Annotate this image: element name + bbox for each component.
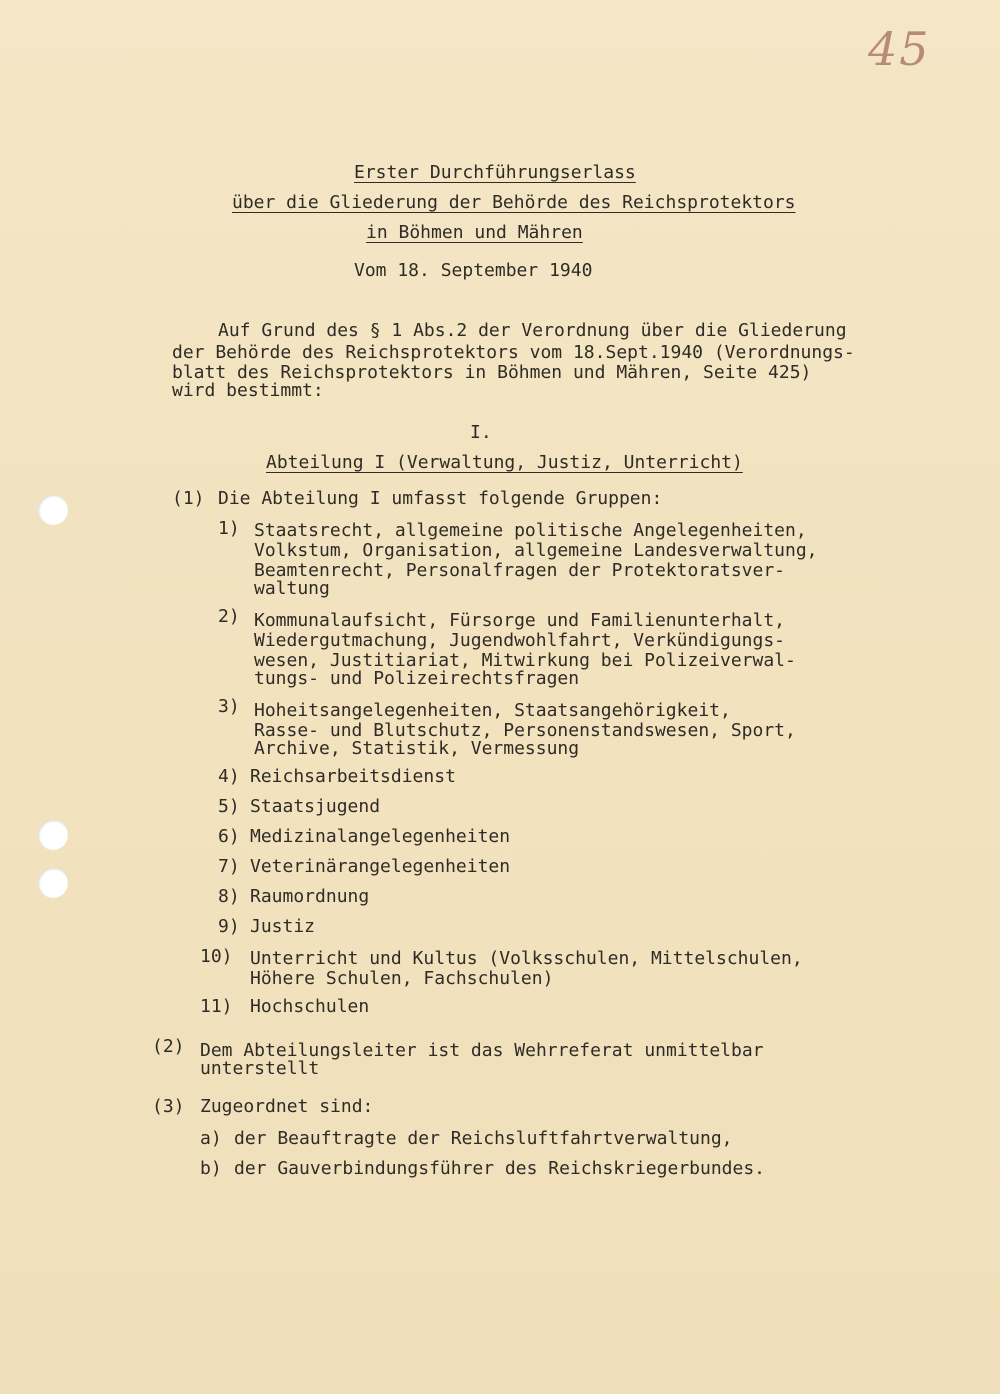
list-item-line: Kommunalaufsicht, Fürsorge und Familienunterhalt,: [254, 610, 786, 631]
paragraph-line: unterstellt: [200, 1058, 320, 1079]
list-item-number: 3): [218, 696, 240, 717]
list-item-line: Beamtenrecht, Personalfragen der Protektoratsver-: [254, 560, 786, 581]
list-item-number: a): [200, 1128, 222, 1149]
paragraph-label: (2): [152, 1036, 185, 1057]
handwritten-page-number: 45: [868, 22, 931, 76]
list-item-number: 7): [218, 856, 240, 877]
list-item-line: Unterricht und Kultus (Volksschulen, Mittelschulen,: [250, 948, 803, 969]
list-item-line: Archive, Statistik, Vermessung: [254, 738, 580, 759]
paragraph-line: Dem Abteilungsleiter ist das Wehrreferat unmittelbar: [200, 1040, 764, 1061]
list-item-number: b): [200, 1158, 222, 1179]
list-item-line: Höhere Schulen, Fachschulen): [250, 968, 554, 989]
paragraph-text: Die Abteilung I umfasst folgende Gruppen:: [218, 488, 663, 509]
preamble-line: blatt des Reichsprotektors in Böhmen und Mähren, Seite 425): [172, 362, 812, 383]
title-line-3: in Böhmen und Mähren: [366, 222, 583, 243]
list-item-number: 1): [218, 518, 240, 539]
list-item-line: Staatsrecht, allgemeine politische Angelegenheiten,: [254, 520, 807, 541]
punch-hole: [38, 495, 68, 525]
preamble-line: Auf Grund des § 1 Abs.2 der Verordnung über die Gliederung: [218, 320, 847, 341]
list-item-line: der Beauftragte der Reichsluftfahrtverwaltung,: [234, 1128, 733, 1149]
list-item-line: Medizinalangelegenheiten: [250, 826, 511, 847]
list-item-line: Raumordnung: [250, 886, 370, 907]
paragraph-text: Zugeordnet sind:: [200, 1096, 374, 1117]
list-item-line: wesen, Justitiariat, Mitwirkung bei Polizeiverwal-: [254, 650, 796, 671]
section-number: I.: [470, 422, 492, 443]
list-item-line: der Gauverbindungsführer des Reichskriegerbundes.: [234, 1158, 766, 1179]
list-item-number: 8): [218, 886, 240, 907]
list-item-line: tungs- und Polizeirechtsfragen: [254, 668, 580, 689]
list-item-line: Staatsjugend: [250, 796, 381, 817]
list-item-number: 10): [200, 946, 233, 967]
list-item-line: Wiedergutmachung, Jugendwohlfahrt, Verkündigungs-: [254, 630, 786, 651]
title-line-2: über die Gliederung der Behörde des Reichsprotektors: [232, 192, 796, 213]
document-date: Vom 18. September 1940: [354, 260, 593, 281]
list-item-line: Justiz: [250, 916, 316, 937]
list-item-number: 6): [218, 826, 240, 847]
list-item-number: 5): [218, 796, 240, 817]
punch-hole: [38, 820, 68, 850]
list-item-line: waltung: [254, 578, 330, 599]
punch-hole: [38, 868, 68, 898]
preamble-line: wird bestimmt:: [172, 380, 324, 401]
list-item-number: 9): [218, 916, 240, 937]
list-item-line: Reichsarbeitsdienst: [250, 766, 456, 787]
list-item-line: Veterinärangelegenheiten: [250, 856, 511, 877]
paragraph-label: (3): [152, 1096, 185, 1117]
paragraph-label: (1): [172, 488, 205, 509]
preamble-line: der Behörde des Reichsprotektors vom 18.Sept.1940 (Verordnungs-: [172, 342, 855, 363]
section-heading: Abteilung I (Verwaltung, Justiz, Unterricht): [266, 452, 743, 473]
list-item-number: 2): [218, 606, 240, 627]
list-item-line: Hochschulen: [250, 996, 370, 1017]
title-line-1: Erster Durchführungserlass: [354, 162, 636, 183]
list-item-number: 4): [218, 766, 240, 787]
list-item-number: 11): [200, 996, 233, 1017]
list-item-line: Hoheitsangelegenheiten, Staatsangehörigkeit,: [254, 700, 731, 721]
list-item-line: Volkstum, Organisation, allgemeine Landesverwaltung,: [254, 540, 818, 561]
list-item-line: Rasse- und Blutschutz, Personenstandswesen, Sport,: [254, 720, 796, 741]
